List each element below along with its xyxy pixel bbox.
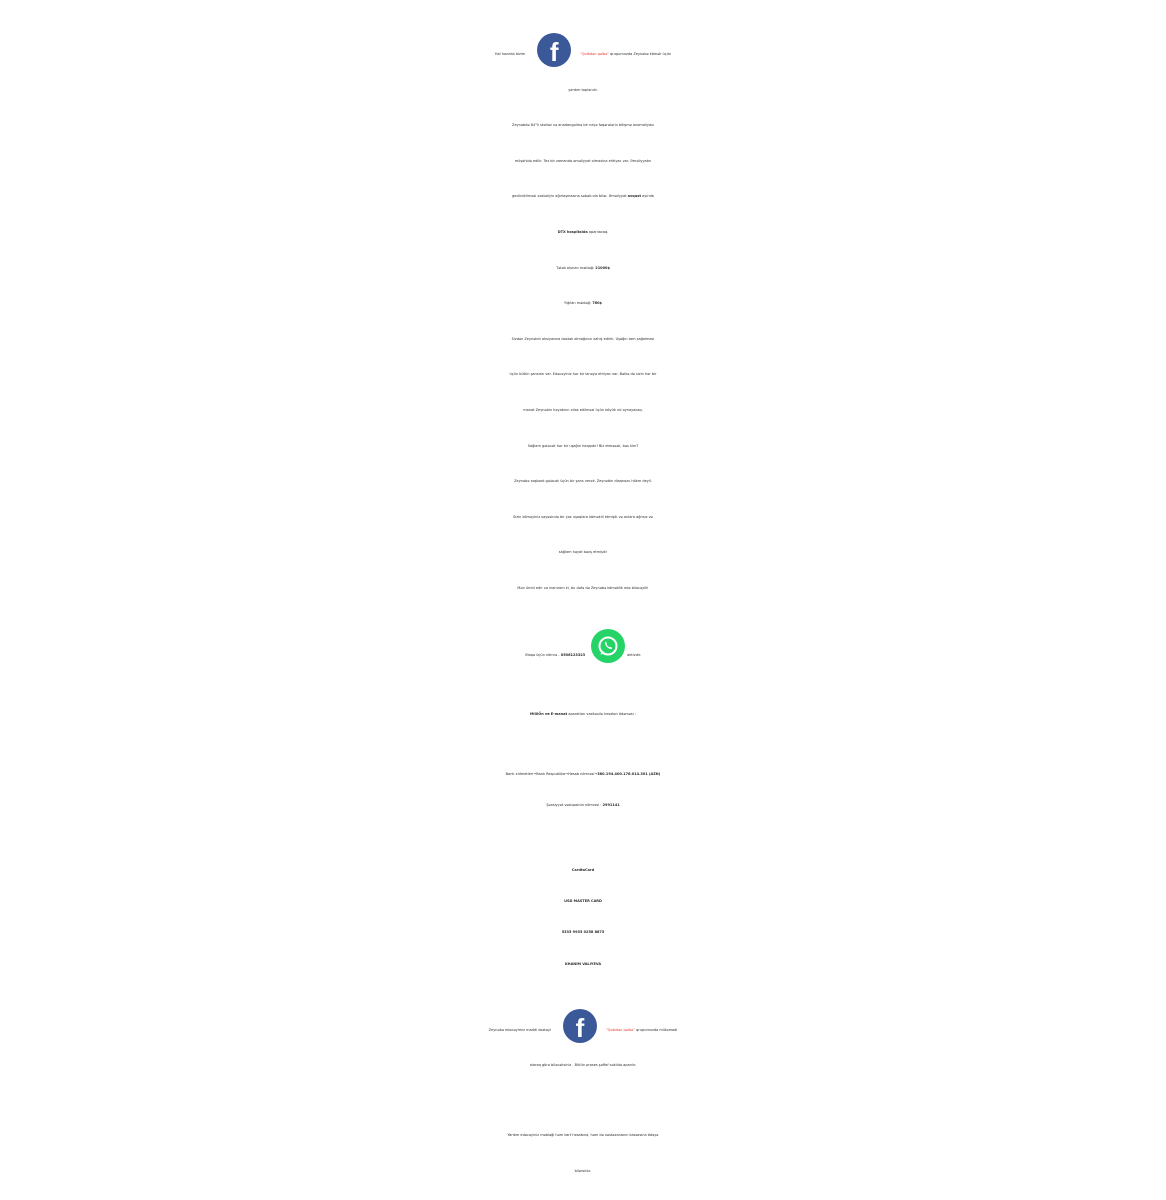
appeal-line-8: Mən ümid edir və inanıram ki, bu dəfə də Zeynəbə köməklik edə biləcəyik! (517, 585, 649, 590)
appeal-line-1: Sizdən Zeynəbin aksiyasına dəstək olmağınızı xahiş edirik. Uşağın tam sağalması (511, 336, 655, 341)
collected-amount (0, 286, 1166, 322)
collected-label: Yığılan məbləğ: (564, 301, 592, 306)
facebook-icon[interactable]: f (563, 1009, 597, 1043)
transparency-line-2: olaraq görə biləcəksiniz . Bütün proses şəffaf səkildə aparılır. (529, 1063, 637, 1068)
terminals-text: aparatları vasitəsilə hesabın ödəməsi : (568, 712, 637, 717)
contact-phone[interactable]: 0506123323 (560, 652, 586, 657)
footer-line-1: Yardım edəcəyiniz məbləği həm kart hesabına, həm də xəstəxananın kassasına ödəyə (507, 1133, 659, 1138)
bank-name: Bank Respublika (536, 771, 566, 776)
arrow-right-icon: ➞ (565, 771, 569, 776)
diagnosis-line-4 (0, 215, 1166, 251)
id-line (0, 790, 1166, 821)
intro-line-2: yardım toplanılır. (568, 87, 598, 92)
card-number: 5335 9935 0258 8875 (561, 930, 605, 935)
diagnosis-text: gecikdirilməsi xəstəliyin ağırlaşmasına səbəb ola bilər. Əməliyyat (512, 194, 627, 199)
group-link[interactable]: "Qəlbdən qəlbə" (580, 52, 609, 56)
whatsapp-icon[interactable] (591, 629, 625, 663)
account-number: 380.194.400.176.014.301 (AZN) (597, 771, 661, 776)
intro-line-1 (0, 33, 1166, 73)
diagnosis-line-1: Zeynəbdə 64°li skolioz və anadangəlmə bir neçə fəqərələrin bitişmə anomaliyası (512, 123, 654, 128)
id-label: Şəxsiyyət vəsiqəsinin nömrəsi : (546, 802, 602, 807)
appeal-line-2: üçün bütün şansları var. Edəcəyiniz hər bir ianəyə ehtiyac var. Bəlkə də sizin hər bir (509, 372, 657, 377)
diagnosis-line-3 (0, 179, 1166, 215)
terminal-names: MilliÖn və E-manat (529, 712, 568, 717)
card-title: CardtoCard (571, 867, 595, 872)
group-link[interactable]: “Qəlbdən qəlbə” (605, 1027, 636, 1032)
required-label: Tələb olunan məbləğ: (556, 265, 595, 270)
arrow-right-icon: ➞ (594, 771, 598, 776)
footer-line-2: bilərsiniz. (574, 1168, 592, 1173)
diagnosis-line-2: müşahidə edilir. Tez bir zamanda əməliyyat olmasina ehtiyac var. Əməliyyatın (514, 158, 652, 163)
contact-line (0, 629, 1166, 674)
diagnosis-end: aparılacaq. (588, 229, 609, 234)
appeal-line-4: Sağlam gələcək hər bir uşağın haqqıdır! Biz etməsək, bəs kim? (527, 443, 639, 448)
card-holder: KHANIM VALIYEVA (564, 961, 602, 966)
arrow-right-icon: ➞ (533, 771, 537, 776)
appeal-line-3: manat Zeynəbin həyatının xilas edilməsi üçün böyük rol oynayacaq. (523, 407, 643, 412)
hospital-name: DTX hospitalda (557, 229, 588, 234)
surgery-month: avqust (627, 194, 642, 199)
diagnosis-text-after: ayında (642, 194, 654, 199)
contact-label: Əlaqə üçün nömrə - (524, 652, 560, 657)
transparency-text-after: qrupumuzda mütəmadi (636, 1027, 678, 1032)
appeal-line-6: Sizin köməyiniz sayəsində bir çox uşaqlara köməklil etmişik və onlara ağrısız və (513, 514, 653, 519)
account-label: Hesab nömrəsi (568, 771, 595, 776)
bank-services: Bank xidmetleri (505, 771, 534, 776)
required-value: 21000$ (595, 265, 610, 270)
card-block (0, 855, 1166, 980)
appeal-line-5: Zeynəbə xoşbəxt gələcək üçün bir şans verək. Zeynəbin diaqnozu hökm deyil. (514, 479, 652, 484)
id-value: 2991141 (602, 802, 620, 807)
contact-status: aktivdir. (627, 652, 642, 657)
collected-value: 760$ (592, 301, 602, 306)
required-amount (0, 251, 1166, 287)
appeal-line-7: sağlam həyat bəxş etmişik! (558, 550, 608, 555)
intro-text: Hal hazırda bizim (494, 52, 526, 56)
bank-path (0, 759, 1166, 790)
intro-text-after: qrupumuzda Zeynəbə kömək üçün (610, 52, 672, 56)
transparency-text: Zeynəbə edəcəyimiz maddi dəstəyi (488, 1027, 551, 1032)
card-type: USD MASTER CARD (564, 898, 602, 903)
terminals-line (0, 697, 1166, 733)
facebook-icon[interactable]: f (537, 33, 571, 67)
transparency-line-1 (0, 1009, 1166, 1049)
